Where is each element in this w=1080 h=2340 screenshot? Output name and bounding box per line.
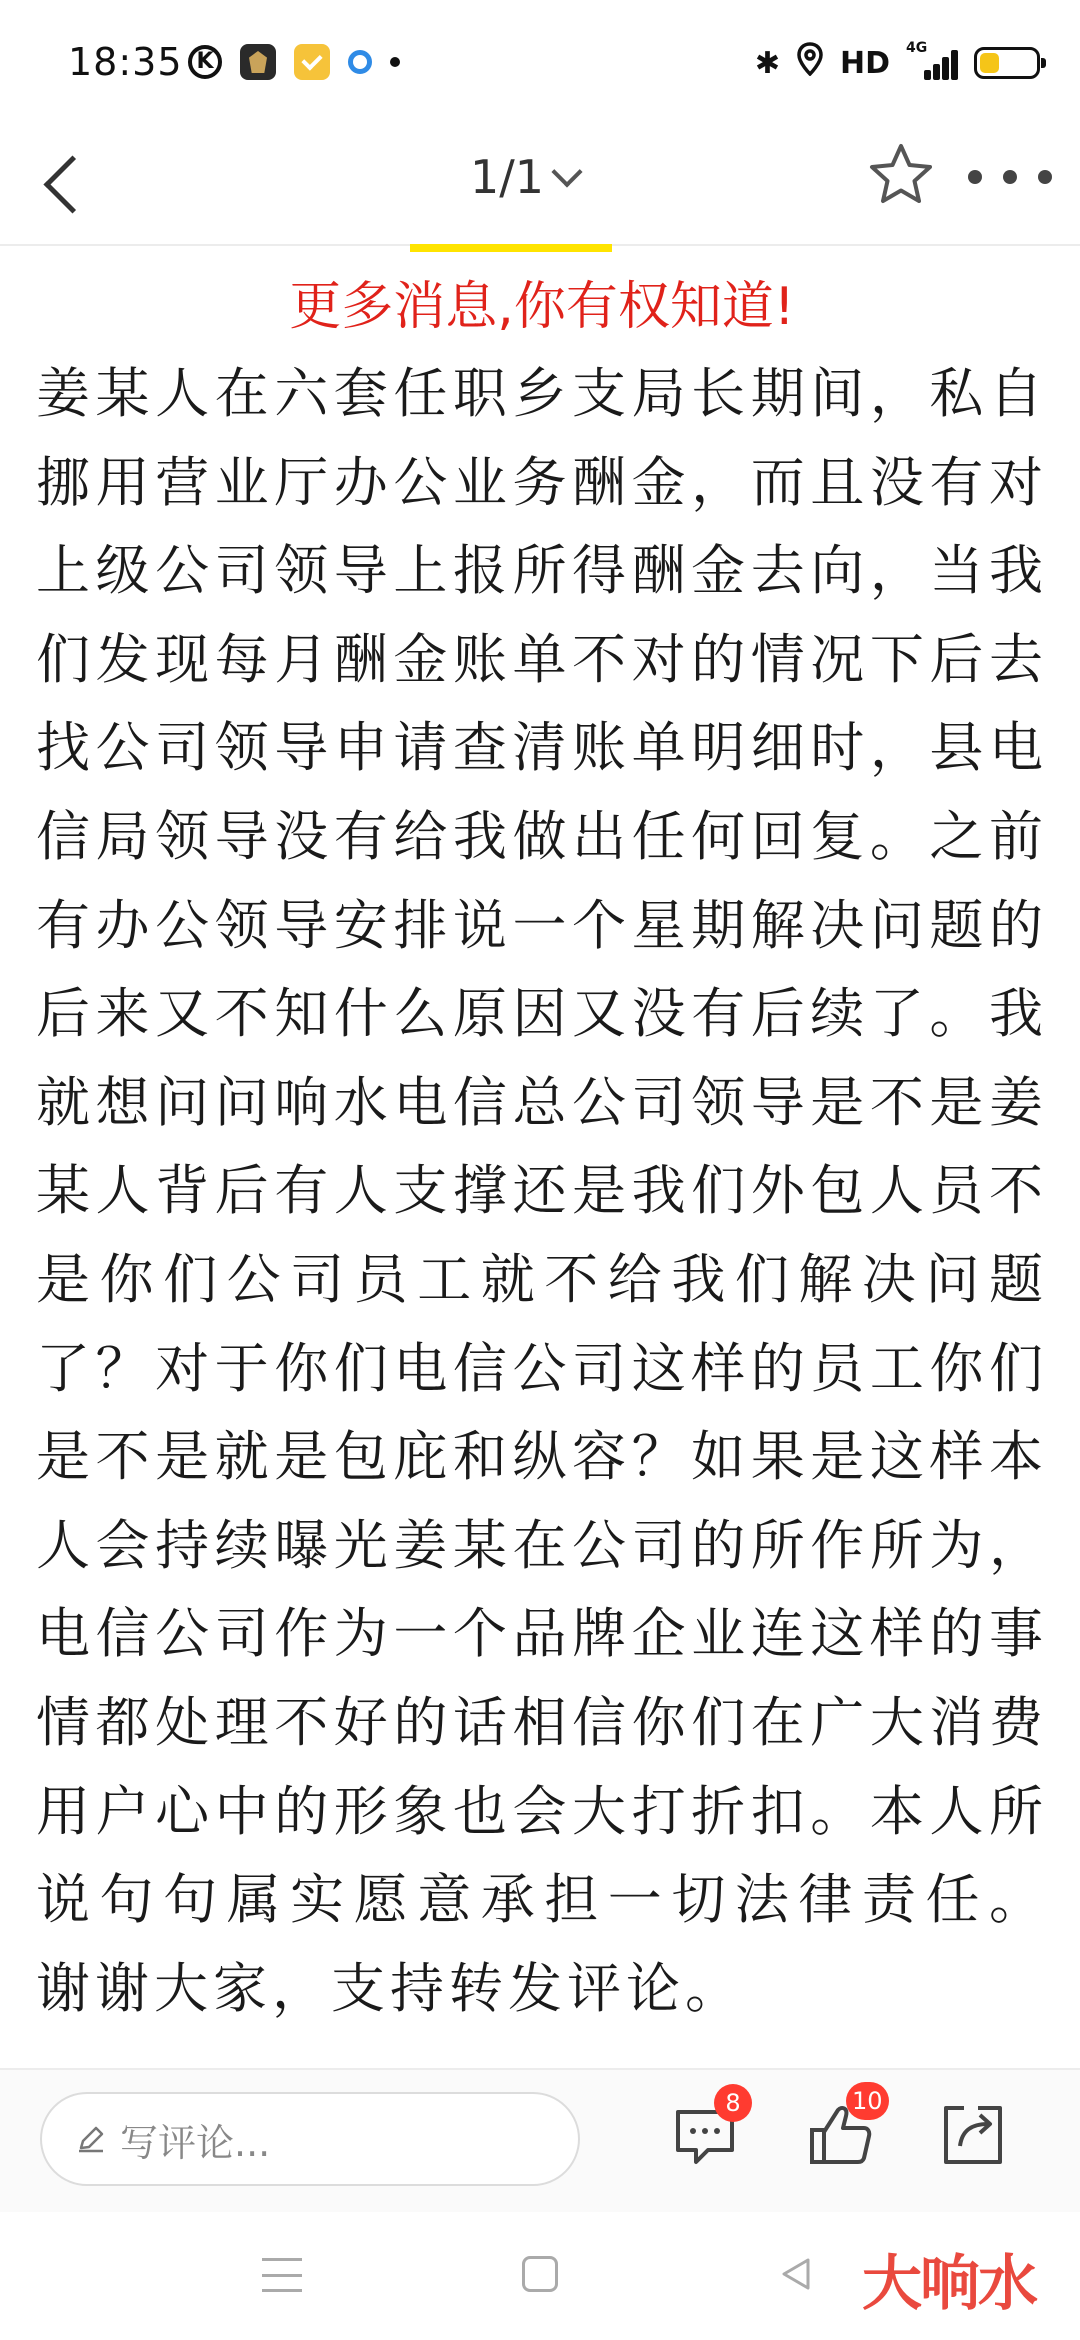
status-time: 18:35: [68, 40, 183, 84]
bluetooth-icon: ✱: [754, 45, 780, 81]
more-dot: [968, 170, 982, 184]
active-page-accent: [410, 244, 612, 252]
favorite-button[interactable]: [866, 140, 936, 210]
top-nav-bar: [0, 120, 1080, 246]
signal-bar: [942, 57, 949, 80]
menu-line: [262, 2289, 302, 2292]
share-icon: [938, 2100, 1008, 2170]
location-icon: [796, 42, 824, 84]
pencil-icon: [76, 2124, 106, 2154]
like-button[interactable]: [806, 2087, 883, 2170]
signal-icon: [906, 40, 958, 80]
article-content: [36, 272, 1048, 2033]
blue-ring-app-icon: [348, 50, 372, 74]
network-type: 4G: [906, 40, 928, 56]
more-dot: [1038, 170, 1052, 184]
more-dot: [1003, 170, 1017, 184]
comments-count-badge: 8: [714, 2084, 752, 2122]
page-selector[interactable]: [470, 150, 578, 204]
k-app-icon: K: [188, 45, 222, 79]
battery-icon: [974, 47, 1040, 79]
system-status-icons: [755, 42, 1040, 84]
signal-bar: [933, 64, 940, 80]
battery-level: [980, 53, 999, 73]
home-button[interactable]: [522, 2256, 558, 2292]
comment-placeholder: 写评论...: [120, 2120, 271, 2165]
article-body: 姜某人在六套任职乡支局长期间，私自挪用营业厅办公业务酬金，而且没有对上级公司领导上报所得酬金去向，当我们发现每月酬金账单不对的情况下后去找公司领导申请查清账单明细时，县电信局领导没有给我做出任何回复。之前有办公领导安排说一个星期解决问题的后来又不知什么原因又没有后续了。我就想问问响水电信总公司领导是不是姜某人背后有人支撑还是我们外包人员不是你们公司员工就不给我们解决问题了？对于你们电信公司这样的员工你们是不是就是包庇和纵容？如果是这样本人会持续曝光姜某在公司的所作所为，电信公司作为一个品牌企业连这样的事情都处理不好的话相信你们在广大消费用户心中的形象也会大打折扣。本人所说句句属实愿意承担一切法律责任。 谢谢大家，支持转发评论。: [36, 362, 1048, 2020]
signal-bar: [951, 50, 958, 80]
game-app-icon: [240, 44, 276, 80]
star-icon: [866, 140, 936, 210]
triangle-back-icon: [776, 2254, 816, 2294]
recent-apps-button[interactable]: [262, 2258, 302, 2292]
menu-line: [262, 2258, 302, 2261]
page-indicator-label: 1/1: [470, 150, 545, 204]
share-button[interactable]: [938, 2100, 1008, 2170]
more-notifications-icon: [390, 57, 400, 67]
comment-input[interactable]: [40, 2092, 580, 2186]
watermark-logo: 大响水: [862, 2249, 1036, 2319]
system-navigation-bar: [0, 2212, 1080, 2340]
back-button[interactable]: [34, 146, 94, 218]
bottom-action-bar: [0, 2068, 1080, 2212]
more-options-button[interactable]: [968, 142, 1052, 212]
menu-line: [262, 2274, 302, 2277]
hd-indicator: HD: [839, 45, 890, 81]
likes-count-badge: 10: [846, 2082, 889, 2120]
comments-button[interactable]: [670, 2089, 741, 2170]
signal-bar: [924, 70, 931, 80]
chevron-down-icon: [551, 156, 582, 187]
notification-icons: [188, 44, 400, 80]
check-app-icon: [294, 44, 330, 80]
system-back-button[interactable]: [776, 2254, 816, 2294]
status-bar: [0, 0, 1080, 120]
article-headline: 更多消息,你有权知道!: [289, 277, 795, 337]
